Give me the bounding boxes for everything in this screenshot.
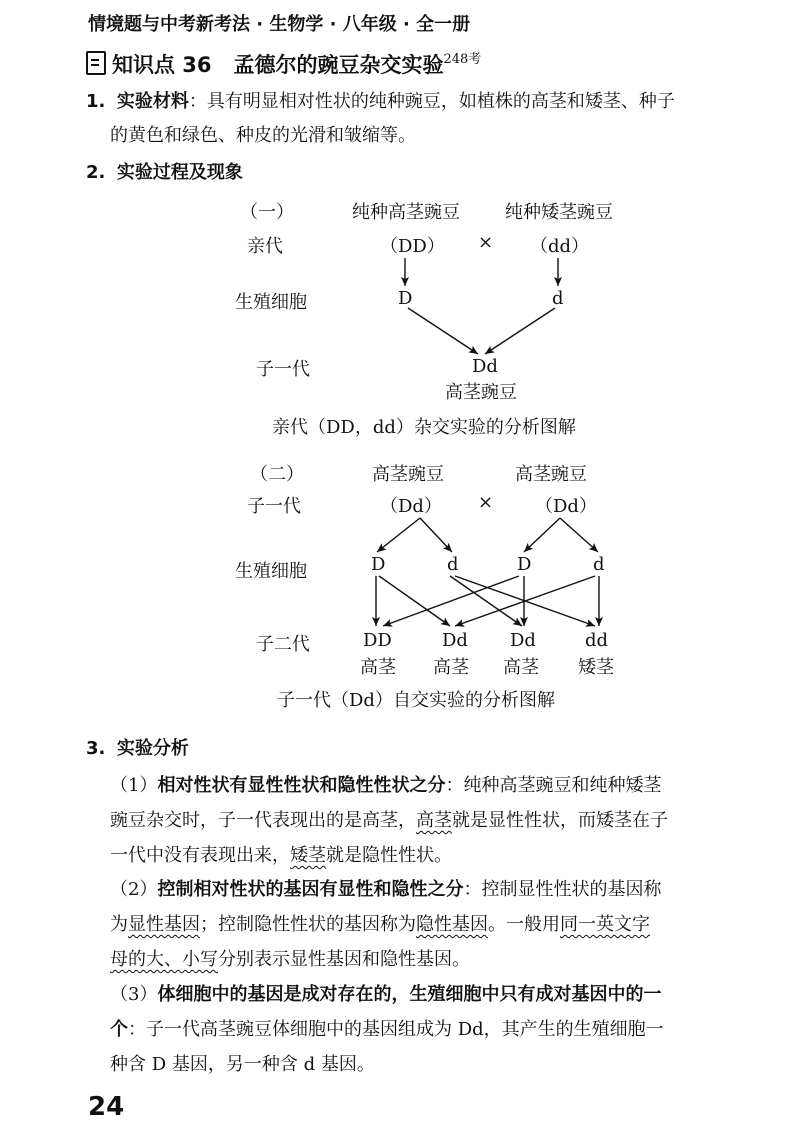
d2-f2-genotype: DD [363,630,392,651]
d2-cross: × [478,492,494,513]
item2-number: 2. [86,162,106,183]
d2-gamete: d [593,554,605,575]
p2-line3 [110,944,470,976]
d1-parent1: 纯种高茎豌豆 [352,202,460,223]
d1-arrow [485,308,555,354]
d1-index: （一） [240,202,294,223]
d1-f1-trait: 高茎豌豆 [445,382,517,403]
page-number: 24 [88,1092,125,1122]
item3-heading [86,733,189,765]
d2-gamete: D [371,554,386,575]
p1-index: （1） [110,775,158,796]
p1-line1 [110,770,661,802]
p2-underlined: 隐性基因 [416,914,488,935]
d2-gamete: D [517,554,532,575]
d2-f2-trait: 高茎 [503,657,539,678]
d1-parent2: 纯种矮茎豌豆 [505,202,613,223]
p1-text: 豌豆杂交时，子一代表现出的是高茎， [110,810,416,831]
item1-line2: 的黄色和绿色、种皮的光滑和皱缩等。 [110,125,416,146]
d2-f2-genotype: Dd [510,630,536,651]
d1-genotype2: （dd） [530,236,590,257]
kp-exam-count: 248考 [443,52,482,67]
d2-f2-genotype: Dd [442,630,468,651]
p2-text: 为 [110,914,128,935]
p1-text: 就是显性性状，而矮茎在子 [452,810,668,831]
p2-text: 。一般用 [488,914,560,935]
p3-line2 [110,1014,664,1046]
p3-line3: 种含 D 基因，另一种含 d 基因。 [110,1054,375,1075]
p1-text: 就是隐性性状。 [326,845,452,866]
p2-text: ：控制显性性状的基因称 [463,879,662,900]
item3-number: 3. [86,738,106,759]
d2-arrow [379,576,450,626]
d2-f2-trait: 高茎 [360,657,396,678]
d2-gamete: d [447,554,459,575]
d2-caption: 子一代（Dd）自交实验的分析图解 [277,690,555,711]
d2-arrow [377,518,420,552]
d1-arrow [408,308,478,354]
running-header: 情境题与中考新考法 · 生物学 · 八年级 · 全一册 [88,14,471,35]
p2-text: 分别表示显性基因和隐性基因。 [218,949,470,970]
p3-text: ：子一代高茎豌豆体细胞中的基因组成为 Dd，其产生的生殖细胞一 [128,1019,664,1040]
p2-underlined: 同一英文字 [560,914,650,935]
p2-index: （2） [110,879,158,900]
d1-row-f1: 子一代 [256,359,310,380]
p2-line1 [110,874,661,906]
d2-f2-trait: 高茎 [433,657,469,678]
item1-text1: ：具有明显相对性状的纯种豌豆，如植株的高茎和矮茎、种子 [188,91,675,112]
d2-arrow [450,576,522,626]
kp-label: 知识点 36 [112,53,212,77]
d1-row-gamete: 生殖细胞 [235,292,307,313]
p2-underlined: 显性基因 [128,914,200,935]
p1-text: ：纯种高茎豌豆和纯种矮茎 [445,775,662,796]
p1-underlined: 矮茎 [290,845,326,866]
d2-f2-trait: 矮茎 [578,657,614,678]
d1-f1-genotype: Dd [472,356,498,377]
d2-row-f2: 子二代 [256,634,310,655]
kp-title: 孟德尔的豌豆杂交实验 [233,53,444,77]
d2-arrow [383,576,519,626]
d2-row-f1: 子一代 [247,496,301,517]
d1-cross: × [478,232,494,253]
p1-line2 [110,805,668,837]
p2-bold: 控制相对性状的基因有显性和隐性之分 [157,879,464,900]
p1-bold: 相对性状有显性性状和隐性性状之分 [157,775,446,796]
d1-gamete-d: d [552,288,564,309]
p2-underlined: 母的大、小写 [110,949,218,970]
p3-bold: 个 [110,1019,128,1040]
d1-caption: 亲代（DD，dd）杂交实验的分析图解 [272,417,576,438]
p2-line2 [110,909,650,941]
item1-number: 1. [86,91,106,112]
p3-bold: 体细胞中的基因是成对存在的，生殖细胞中只有成对基因中的一 [157,984,662,1005]
d2-genotype2: （Dd） [535,496,597,517]
p1-text: 一代中没有表现出来， [110,845,290,866]
p1-line3 [110,840,452,872]
d2-parent1: 高茎豌豆 [372,464,444,485]
item3-head: 实验分析 [116,738,189,759]
d1-gamete-D: D [398,288,413,309]
d1-row-parent: 亲代 [247,236,283,257]
d2-index: （二） [250,464,304,485]
item2-head: 实验过程及现象 [116,162,243,183]
p2-text: ；控制隐性性状的基因称为 [200,914,416,935]
d2-genotype1: （Dd） [380,496,442,517]
p3-line1 [110,979,661,1011]
d2-arrow [420,518,452,552]
d2-row-gamete: 生殖细胞 [235,561,307,582]
d1-genotype1: （DD） [380,236,445,257]
p3-index: （3） [110,984,158,1005]
p1-underlined: 高茎 [416,810,452,831]
item1-head: 实验材料 [116,91,189,112]
d2-arrow [524,518,560,552]
d2-parent2: 高茎豌豆 [515,464,587,485]
d2-f2-genotype: dd [585,630,609,651]
d2-arrow [560,518,598,552]
